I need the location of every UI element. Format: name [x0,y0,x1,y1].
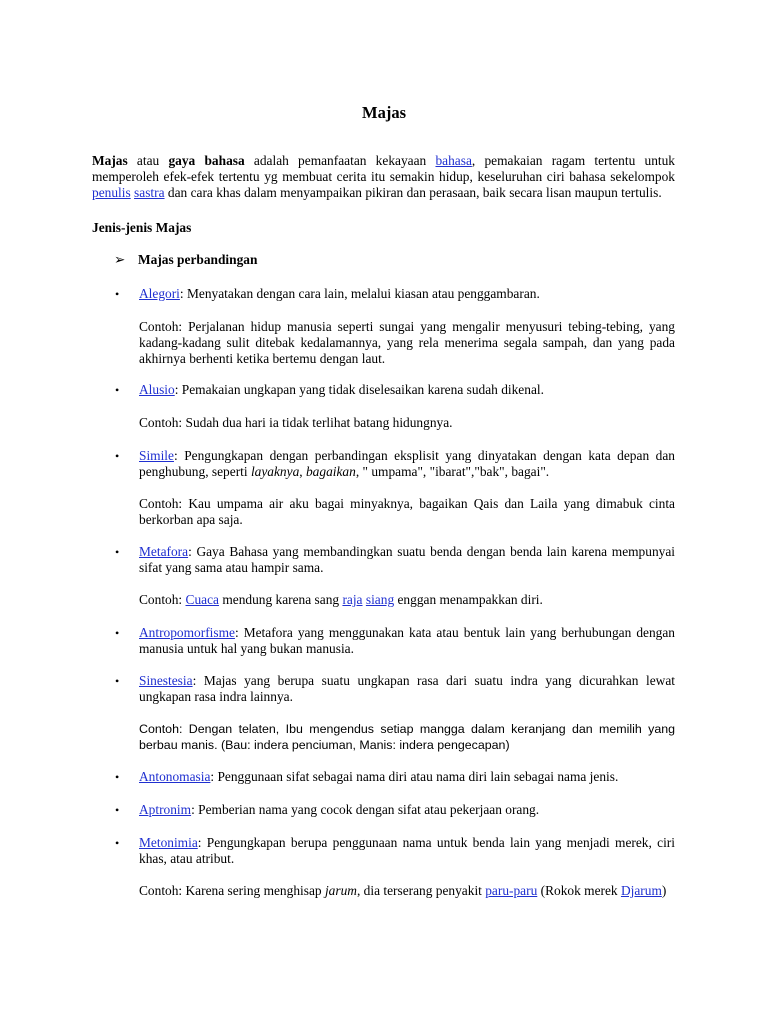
bullet-icon: • [115,836,120,850]
document-title: Majas [362,103,406,122]
list-item-antonomasia [115,769,675,785]
list-item-alegori [115,286,675,302]
bullet-icon: • [115,383,120,397]
list-item-metonimia [115,835,675,867]
definition-text: : Majas yang berupa suatu ungkapan rasa dari suatu indra yang dicurahkan lewat ungkapan rasa indra lainnya. [139,673,675,704]
link-cuaca[interactable]: Cuaca [185,592,219,607]
definition-text: : Menyatakan dengan cara lain, melalui kiasan atau penggambaran. [179,286,540,301]
term-majas: Majas [92,153,128,169]
definition-text: : Gaya Bahasa yang membandingkan suatu benda dengan benda lain karena mempunyai sifat yang sama atau hampir sama. [139,544,675,575]
example-metonimia [139,883,675,899]
link-aptronim[interactable]: Aptronim [139,802,192,817]
subsection-heading [114,252,257,268]
list-item-simile [115,448,675,480]
example-text: enggan menampakkan diri. [394,592,543,607]
italic-word: layaknya [250,464,300,479]
italic-word: bagaikan [305,464,356,479]
link-sinestesia[interactable]: Sinestesia [139,673,193,688]
definition-text: : Pengungkapan dengan perbandingan eksplisit yang dinyatakan dengan kata depan dan penghubung, seperti [139,448,675,479]
example-text: ) [661,883,667,898]
definition-text: : Penggunaan sifat sebagai nama diri atau nama diri lain sebagai nama jenis. [210,769,619,784]
list-item-sinestesia [115,673,675,705]
bullet-icon: • [115,770,120,784]
bullet-icon: • [115,449,120,463]
definition-text: : Pengungkapan berupa penggunaan nama untuk benda lain yang menjadi merek, ciri khas, atau atribut. [139,835,675,866]
definition-text: : Metafora yang menggunakan kata atau bentuk lain yang berhubungan dengan manusia untuk hal yang bukan manusia. [139,625,675,656]
list-item-metafora [115,544,675,576]
arrow-bullet-icon: ➢ [114,252,126,267]
link-djarum[interactable]: Djarum [620,883,662,898]
example-metafora [139,592,675,608]
bullet-icon: • [115,674,120,688]
example-text: Contoh: [139,592,186,607]
example-text: Contoh: Karena sering menghisap [139,883,325,898]
intro-paragraph [92,153,675,201]
example-alusio: Contoh: Sudah dua hari ia tidak terlihat batang hidungnya. [139,415,453,430]
link-metonimia[interactable]: Metonimia [139,835,198,850]
link-siang[interactable]: siang [365,592,395,607]
intro-text: atau [127,153,169,169]
link-metafora[interactable]: Metafora [139,544,189,559]
example-text: (Rokok merek [537,883,621,898]
subsection-label: Majas perbandingan [138,252,258,267]
term-gaya-bahasa: gaya bahasa [168,153,245,169]
bullet-icon: • [115,287,120,301]
link-antonomasia[interactable]: Antonomasia [139,769,211,784]
italic-word: jarum [324,883,357,898]
definition-text: : Pemberian nama yang cocok dengan sifat atau pekerjaan orang. [191,802,540,817]
intro-text: , pemakaian ragam tertentu untuk memperoleh efek-efek tertentu yg membuat cerita itu semakin hidup, keseluruhan ciri bahasa sekelompok [92,153,676,185]
link-paru-paru[interactable]: paru-paru [485,883,538,898]
link-alusio[interactable]: Alusio [139,382,175,397]
link-bahasa[interactable]: bahasa [435,153,472,169]
link-sastra[interactable]: sastra [134,185,165,201]
bullet-icon: • [115,545,120,559]
separator-text: , [299,464,306,479]
example-text: , dia terserang penyakit [356,883,486,898]
link-simile[interactable]: Simile [139,448,174,463]
link-alegori[interactable]: Alegori [139,286,180,301]
bullet-icon: • [115,803,120,817]
link-raja[interactable]: raja [342,592,363,607]
intro-text: dan cara khas dalam menyampaikan pikiran dan perasaan, baik secara lisan maupun tertulis. [164,185,662,201]
link-penulis[interactable]: penulis [92,185,131,201]
example-sinestesia: Contoh: Dengan telaten, Ibu mengendus setiap mangga dalam keranjang dan memilih yang berbau manis. (Bau: indera penciuman, Manis: indera pengecapan) [139,722,675,752]
example-alegori: Contoh: Perjalanan hidup manusia seperti sungai yang mengalir menyusuri tebing-tebing, yang kadang-kadang sulit ditebak kedalamannya, yang rela menerima segala sampah, dan yang pada akhirnya berhenti ketika bertemu dengan laut. [139,319,675,366]
intro-text: adalah pemanfaatan kekayaan [244,153,436,169]
example-simile: Contoh: Kau umpama air aku bagai minyaknya, bagaikan Qais dan Laila yang dimabuk cinta berkorban apa saja. [139,496,675,527]
list-item-antropomorfisme [115,625,675,657]
definition-text: : Pemakaian ungkapan yang tidak diselesaikan karena sudah dikenal. [174,382,544,397]
bullet-icon: • [115,626,120,640]
section-heading: Jenis-jenis Majas [92,220,192,235]
example-text: mendung karena sang [218,592,343,607]
list-item-alusio [115,382,675,398]
list-item-aptronim [115,802,675,818]
definition-text: , " umpama", "ibarat","bak", bagai". [355,464,550,479]
link-antropomorfisme[interactable]: Antropomorfisme [139,625,235,640]
